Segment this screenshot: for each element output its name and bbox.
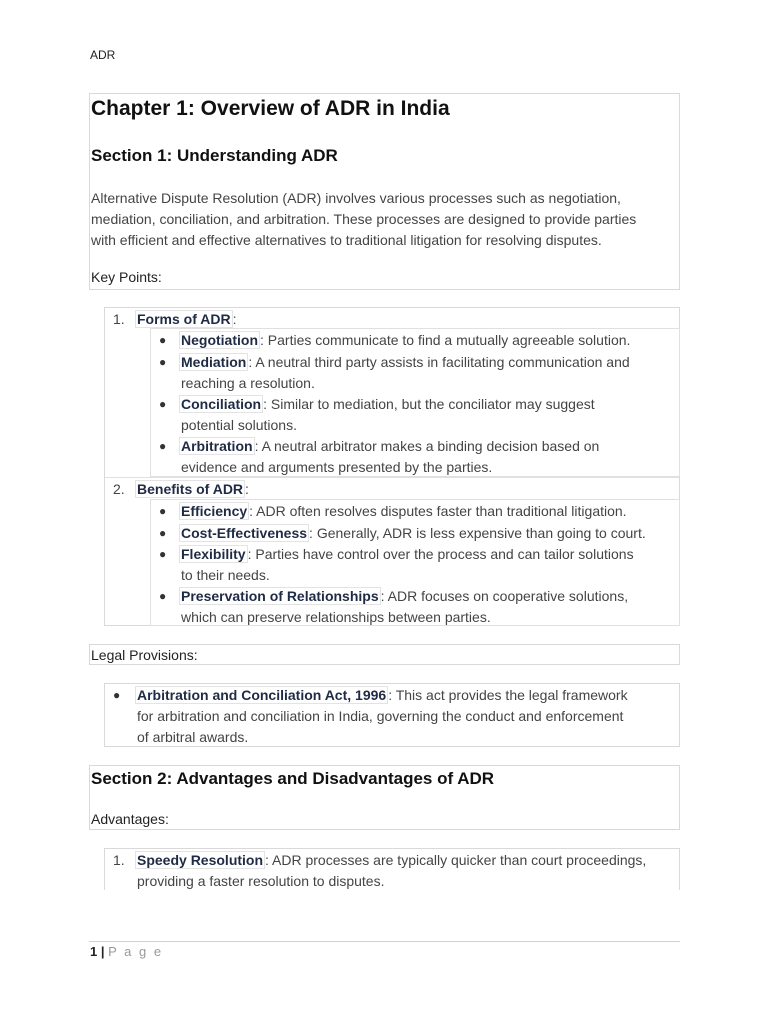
- list-item: [181, 436, 599, 478]
- page-number: 1: [90, 944, 98, 959]
- definition: : Generally, ADR is less expensive than going to court.: [309, 525, 646, 541]
- bullet-icon: ●: [113, 688, 121, 702]
- definition: : ADR processes are typically quicker than court proceedings,: [265, 852, 647, 868]
- footer-separator: |: [100, 944, 105, 959]
- intro-line: with efficient and effective alternatives to traditional litigation for resolving disputes.: [91, 232, 602, 248]
- term: Flexibility: [181, 546, 246, 562]
- section-2-block: [89, 765, 680, 830]
- benefits-sublist: [150, 499, 680, 626]
- bullet-icon: ●: [159, 504, 167, 518]
- definition: : ADR often resolves disputes faster than traditional litigation.: [249, 503, 627, 519]
- list-number: 1.: [113, 852, 125, 868]
- benefits-title: Benefits of ADR: [137, 481, 244, 497]
- legal-provisions-label: Legal Provisions:: [91, 647, 198, 663]
- page-word: P a g e: [108, 944, 164, 959]
- list-item: [181, 394, 595, 436]
- intro-block: [89, 93, 680, 290]
- chapter-title: Chapter 1: Overview of ADR in India: [91, 97, 450, 120]
- list-item: [137, 685, 677, 748]
- page-header: ADR: [90, 48, 116, 62]
- definition-cont: for arbitration and conciliation in India, governing the conduct and enforcement: [137, 708, 624, 724]
- term: Efficiency: [181, 503, 248, 519]
- term: Cost-Effectiveness: [181, 525, 308, 541]
- definition: : A neutral third party assists in facilitating communication and: [248, 354, 630, 370]
- bullet-icon: ●: [159, 397, 167, 411]
- list-item: [181, 352, 630, 394]
- key-points-label: Key Points:: [91, 269, 162, 285]
- forms-title: Forms of ADR: [137, 311, 231, 327]
- list-number: 2.: [113, 481, 125, 497]
- bullet-icon: ●: [159, 439, 167, 453]
- definition-cont: which can preserve relationships between parties.: [181, 609, 491, 625]
- legal-provisions-label-box: [89, 644, 680, 665]
- definition-cont: evidence and arguments presented by the parties.: [181, 459, 493, 475]
- term: Speedy Resolution: [137, 852, 264, 868]
- intro-line: Alternative Dispute Resolution (ADR) involves various processes such as negotiation,: [91, 190, 621, 206]
- term: Arbitration: [181, 438, 253, 454]
- list-item: [181, 501, 627, 522]
- definition-cont: providing a faster resolution to disputes.: [137, 873, 385, 889]
- list-item: [181, 523, 646, 544]
- key-points-list: [104, 307, 680, 626]
- list-item: [181, 544, 634, 586]
- definition: : Parties have control over the process and can tailor solutions: [247, 546, 634, 562]
- term: Conciliation: [181, 396, 262, 412]
- list-item: [181, 586, 628, 628]
- forms-sublist: [150, 328, 680, 477]
- bullet-icon: ●: [159, 333, 167, 347]
- term: Preservation of Relationships: [181, 588, 379, 604]
- bullet-icon: ●: [159, 547, 167, 561]
- definition: : A neutral arbitrator makes a binding decision based on: [254, 438, 600, 454]
- definition-cont: to their needs.: [181, 567, 270, 583]
- section-2-title: Section 2: Advantages and Disadvantages of ADR: [91, 769, 495, 788]
- bullet-icon: ●: [159, 355, 167, 369]
- definition-cont: potential solutions.: [181, 417, 297, 433]
- section-1-title: Section 1: Understanding ADR: [91, 146, 338, 165]
- list-item: [181, 330, 630, 351]
- section-1-intro: [91, 188, 676, 251]
- forms-of-adr-heading: Forms of ADR :: [137, 311, 237, 327]
- bullet-icon: ●: [159, 526, 167, 540]
- list-item: [137, 850, 677, 892]
- definition: : Parties communicate to find a mutually agreeable solution.: [260, 332, 631, 348]
- legal-provisions-list: [104, 683, 680, 747]
- term: Mediation: [181, 354, 247, 370]
- benefits-of-adr-heading: Benefits of ADR :: [137, 481, 249, 497]
- advantages-label: Advantages:: [91, 811, 169, 827]
- definition-cont: reaching a resolution.: [181, 375, 315, 391]
- intro-line: mediation, conciliation, and arbitration. These processes are designed to provide parties: [91, 211, 637, 227]
- definition: : This act provides the legal framework: [388, 687, 628, 703]
- footer-divider: [89, 941, 680, 942]
- definition-cont: of arbitral awards.: [137, 729, 249, 745]
- list-number: 1.: [113, 311, 125, 327]
- definition: : ADR focuses on cooperative solutions,: [380, 588, 629, 604]
- advantages-list: [104, 848, 680, 890]
- bullet-icon: ●: [159, 589, 167, 603]
- divider: [105, 477, 679, 478]
- term: Arbitration and Conciliation Act, 1996: [137, 687, 387, 703]
- definition: : Similar to mediation, but the conciliator may suggest: [263, 396, 595, 412]
- page-footer: [90, 944, 163, 959]
- term: Negotiation: [181, 332, 258, 348]
